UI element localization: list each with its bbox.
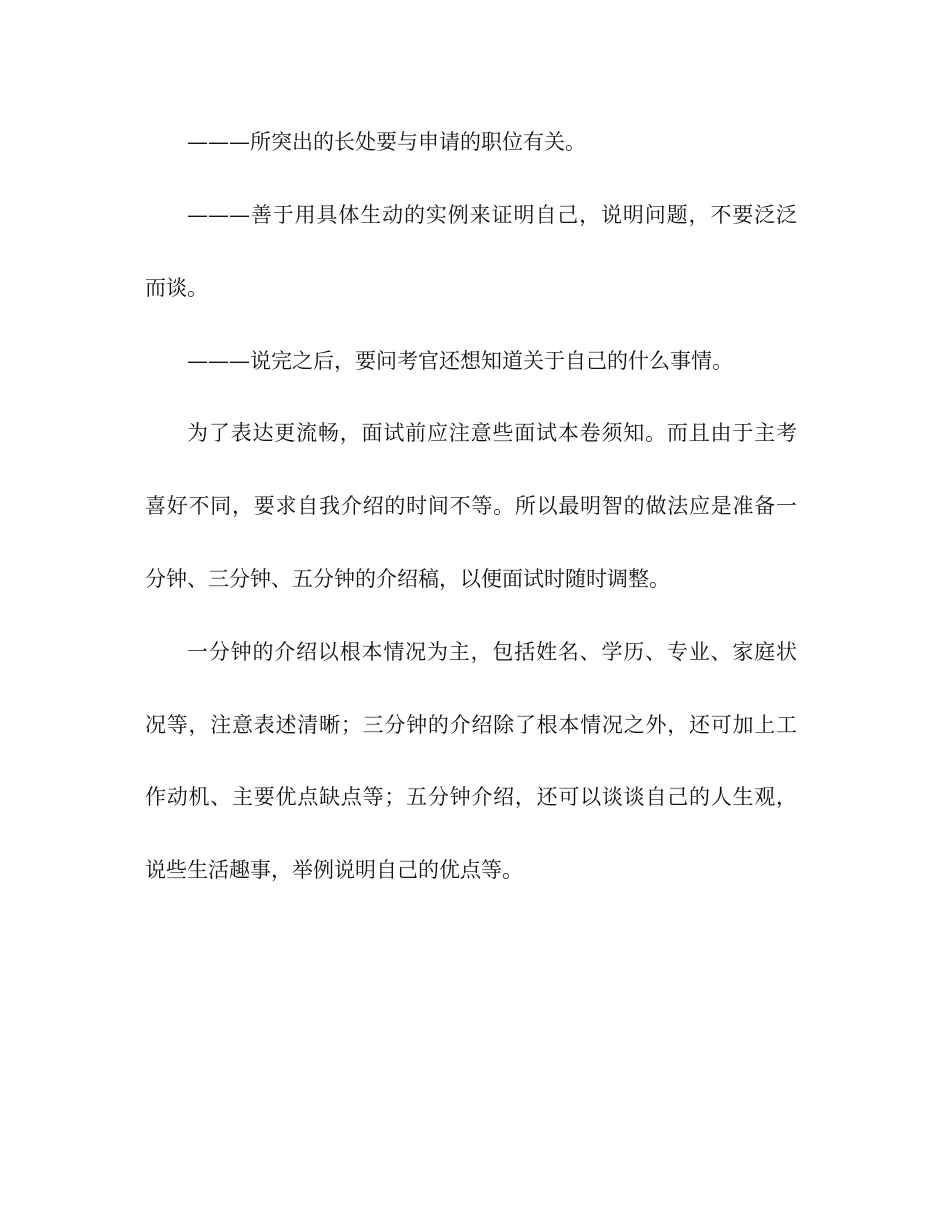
paragraph-2-line-1: ———善于用具体生动的实例来证明自己，说明问题，不要泛泛 [187, 203, 797, 227]
paragraph-5-line-4: 说些生活趣事，举例说明自己的优点等。 [145, 858, 523, 882]
paragraph-5-line-1: 一分钟的介绍以根本情况为主，包括姓名、学历、专业、家庭状 [187, 640, 797, 664]
paragraph-4-line-3: 分钟、三分钟、五分钟的介绍稿，以便面试时随时调整。 [145, 567, 670, 591]
paragraph-4-line-1: 为了表达更流畅，面试前应注意些面试本卷须知。而且由于主考 [187, 421, 797, 445]
paragraph-3-line-1: ———说完之后，要问考官还想知道关于自己的什么事情。 [187, 349, 733, 373]
paragraph-1-line-1: ———所突出的长处要与申请的职位有关。 [187, 130, 586, 154]
paragraph-2-line-2: 而谈。 [145, 276, 208, 300]
paragraph-5-line-2: 况等，注意表述清晰；三分钟的介绍除了根本情况之外，还可加上工 [145, 713, 797, 737]
paragraph-5-line-3: 作动机、主要优点缺点等；五分钟介绍，还可以谈谈自己的人生观， [145, 785, 797, 809]
paragraph-4-line-2: 喜好不同，要求自我介绍的时间不等。所以最明智的做法应是准备一 [145, 494, 797, 518]
